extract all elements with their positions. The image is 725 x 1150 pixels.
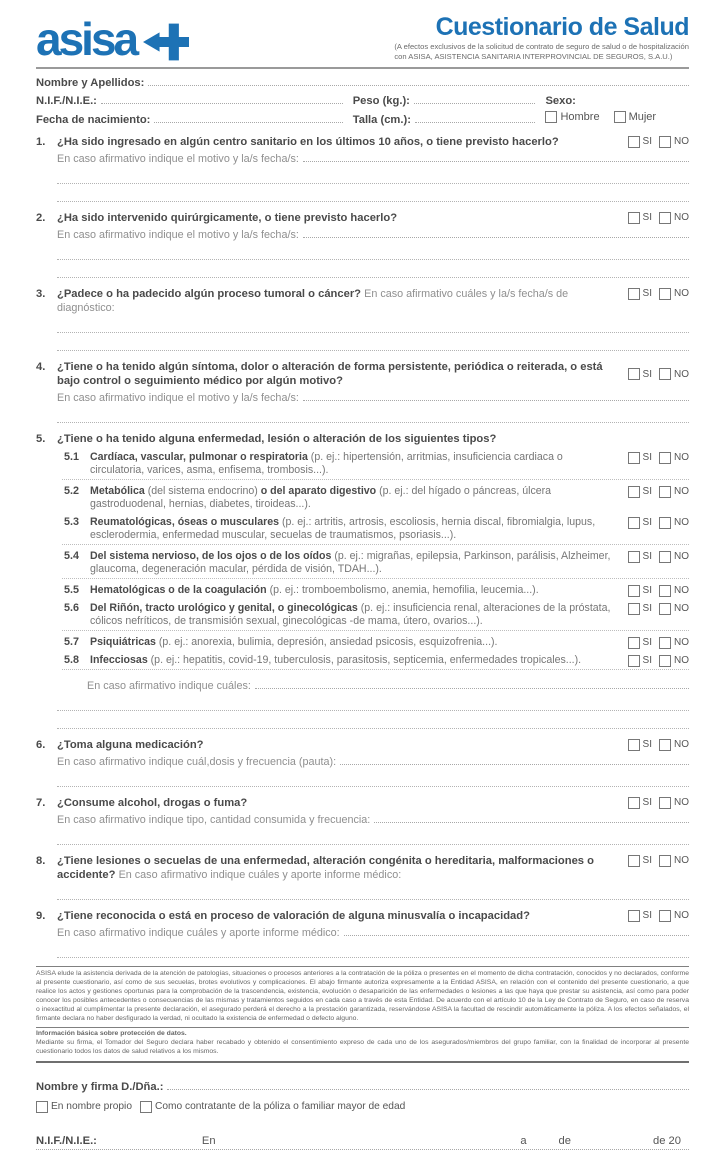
date-de-label: de [558,1134,571,1147]
no-label: NO [674,797,689,809]
si-label: SI [642,739,652,751]
signature-section [36,1079,689,1150]
answer-line[interactable] [62,477,689,480]
question-4-yesno [628,367,689,380]
question-1-number: 1. [36,135,46,148]
signature-date-line[interactable] [36,1135,689,1150]
si-checkbox[interactable] [628,212,640,224]
question-5-1-bold-text: Cardíaca, vascular, pulmonar o respiratoria [90,450,311,463]
question-5-5-bold-text: Hematológicas o de la coagulación [90,583,270,596]
no-checkbox[interactable] [659,603,671,615]
question-6 [36,738,689,787]
nif-label: N.I.F./N.I.E.: [36,94,97,107]
asisa-logo-text: asisa [36,12,137,65]
si-label: SI [642,368,652,380]
question-2-followup-label: En caso afirmativo indique el motivo y la/s fecha/s: [57,228,299,241]
si-checkbox[interactable] [628,136,640,148]
own-name-label: En nombre propio [51,1101,132,1113]
si-label: SI [642,637,652,649]
question-5-8-bold-text: Infecciosas [90,653,151,666]
legal-divider [36,1027,689,1028]
birthdate-label: Fecha de nacimiento: [36,113,151,126]
asisa-logo [36,12,189,65]
question-2-number: 2. [36,211,46,224]
question-3-number: 3. [36,287,46,300]
no-label: NO [674,603,689,615]
question-9-text: ¿Tiene reconocida o está en proceso de valoración de alguna minusvalía o incapacidad? [57,909,530,922]
question-5-3-number: 5.3 [64,515,80,528]
answer-line[interactable] [57,319,689,333]
answer-line[interactable] [57,170,689,184]
question-5-3 [64,516,689,542]
question-4 [36,360,689,423]
question-3 [36,287,689,351]
sex-female-option [614,111,657,123]
no-label: NO [674,517,689,529]
male-label: Hombre [560,110,600,123]
question-5-followup [36,676,689,729]
question-5-8-yesno [628,654,689,667]
question-5-7-yesno [628,636,689,649]
question-5-3-text [90,516,620,542]
question-5-2-text [90,485,620,511]
si-checkbox[interactable] [628,486,640,498]
question-5-8-number: 5.8 [64,653,80,666]
si-checkbox[interactable] [628,797,640,809]
question-5-8-detail-text: (p. ej.: hepatitis, covid-19, tuberculosis, parasitosis, septicemia, enfermedades tropicales...). [150,653,582,666]
no-label: NO [674,136,689,148]
si-checkbox[interactable] [628,855,640,867]
name-label: Nombre y Apellidos: [36,76,145,89]
date-de20-label: de 20 [653,1134,681,1147]
answer-line[interactable] [57,264,689,278]
question-9 [36,909,689,958]
si-label: SI [642,517,652,529]
question-5-8 [64,654,689,667]
answer-line[interactable] [57,944,689,958]
legal-section [36,966,689,1063]
question-9-yesno [628,909,689,922]
answer-line[interactable] [57,246,689,260]
question-8-inline-note: En caso afirmativo indique cuáles y aporte informe médico: [118,868,402,881]
female-label: Mujer [628,110,657,123]
signer-name-label: Nombre y firma D./Dña.: [36,1080,164,1093]
name-row [36,75,689,89]
date-a-label: a [520,1134,527,1147]
question-1 [36,135,689,202]
policy-contractor-checkbox[interactable] [140,1101,152,1113]
si-label: SI [642,288,652,300]
answer-line[interactable] [62,628,689,631]
subtitle-line-1: (A efectos exclusivos de la solicitud de contrato de seguro de salud o de hospitalización [394,42,689,52]
no-label: NO [674,739,689,751]
si-label: SI [642,452,652,464]
question-5-6-text [90,602,620,628]
question-5-6-bold-text: Del Riñón, tracto urológico y genital, o ginecológicas [90,601,361,614]
question-5-4-bold-text: Del sistema nervioso, de los ojos o de los oídos [90,549,335,562]
question-5-4 [64,550,689,576]
no-label: NO [674,855,689,867]
question-7-yesno [628,796,689,809]
si-checkbox[interactable] [628,910,640,922]
question-1-followup-label: En caso afirmativo indique el motivo y la/s fecha/s: [57,152,299,165]
question-5-1-detail-text: (p. ej.: hipertensión, arritmias, insuficiencia cardiaca o circulatoria, varices, asma, enfisema, trombosis...). [90,450,563,476]
si-checkbox[interactable] [628,288,640,300]
answer-line[interactable] [62,576,689,579]
question-5-2-bold-text: Metabólica [90,484,148,497]
si-label: SI [642,212,652,224]
question-5-5-number: 5.5 [64,583,80,596]
no-checkbox[interactable] [659,637,671,649]
question-5-6-detail-text: (p. ej.: insuficiencia renal, alteraciones de la próstata, cólicos nefríticos, de transmisión sexual, ginecológicas -de mama, útero, ovarios...). [90,601,611,627]
no-checkbox[interactable] [659,855,671,867]
question-5 [36,432,689,446]
question-8-yesno [628,854,689,867]
question-5-6-yesno [628,602,689,615]
question-5-1-number: 5.1 [64,450,80,463]
question-1-yesno [628,135,689,148]
question-7-text: ¿Consume alcohol, drogas o fuma? [57,796,248,809]
answer-line[interactable] [57,697,689,711]
question-3-text [57,287,620,315]
form-subtitle [394,42,689,62]
question-4-followup-label: En caso afirmativo indique el motivo y la/s fecha/s: [57,391,299,404]
question-3-inline-note: En caso afirmativo cuáles y la/s fecha/s de diagnóstico: [57,287,569,314]
answer-line[interactable] [57,188,689,202]
answer-line[interactable] [344,925,689,936]
female-checkbox[interactable] [614,111,626,123]
question-5-3-detail-text: (p. ej.: artritis, artrosis, escoliosis, hernia discal, fibromialgia, lupus, esclerodermia, enfermedad muscular, secuelas de traumatismos, psoriasis...). [90,515,596,541]
page-title: Cuestionario de Salud [435,13,689,41]
data-protection-title: Información básica sobre protección de datos. [36,1029,187,1037]
height-input-line[interactable] [415,112,535,123]
own-name-checkbox[interactable] [36,1101,48,1113]
no-checkbox[interactable] [659,551,671,563]
question-7-followup-label: En caso afirmativo indique tipo, cantidad consumida y frecuencia: [57,813,371,826]
sex-label: Sexo: [545,94,576,107]
no-checkbox[interactable] [659,517,671,529]
no-label: NO [674,452,689,464]
no-label: NO [674,486,689,498]
answer-line[interactable] [374,812,689,823]
no-label: NO [674,368,689,380]
question-5-7-text [90,636,620,649]
no-label: NO [674,551,689,563]
question-7 [36,796,689,845]
si-checkbox[interactable] [628,637,640,649]
no-label: NO [674,288,689,300]
question-8 [36,854,689,900]
question-5-1-yesno [628,451,689,464]
subtitle-line-2: con ASISA, ASISTENCIA SANITARIA INTERPROVINCIAL DE SEGUROS, S.A.U.) [394,52,673,62]
si-label: SI [642,855,652,867]
si-label: SI [642,603,652,615]
question-5-followup-spacer [36,676,57,729]
question-5-1-text [90,451,620,477]
si-label: SI [642,136,652,148]
answer-line[interactable] [57,773,689,787]
si-label: SI [642,797,652,809]
answer-line[interactable] [303,227,689,238]
si-label: SI [642,655,652,667]
no-label: NO [674,637,689,649]
question-1-text: ¿Ha sido ingresado en algún centro sanitario en los últimos 10 años, o tiene previsto hacerlo? [57,135,559,148]
si-label: SI [642,486,652,498]
answer-line[interactable] [303,390,689,401]
answer-line[interactable] [340,754,689,765]
personal-data-section [36,75,689,126]
birthdate-input-line[interactable] [154,112,342,123]
question-5-3-bold-text: Reumatológicas, óseas o musculares [90,515,282,528]
date-place-prefix: En [201,1134,216,1147]
title-block [394,14,689,62]
question-5-7 [64,636,689,649]
nif-input-line[interactable] [101,93,343,104]
question-5-2-number: 5.2 [64,484,80,497]
question-5-5-detail-text: (p. ej.: tromboembolismo, anemia, hemofilia, leucemia...). [269,583,539,596]
si-checkbox[interactable] [628,655,640,667]
no-checkbox[interactable] [659,910,671,922]
no-checkbox[interactable] [659,585,671,597]
question-6-followup-label: En caso afirmativo indique cuál,dosis y frecuencia (pauta): [57,755,337,768]
si-label: SI [642,551,652,563]
question-4-number: 4. [36,360,46,373]
legal-bottom-rule [36,1061,689,1063]
signature-nif-label: N.I.F./N.I.E.: [36,1134,97,1147]
no-checkbox[interactable] [659,136,671,148]
answer-line[interactable] [57,886,689,900]
question-8-text [57,854,620,882]
answer-line[interactable] [57,337,689,351]
no-checkbox[interactable] [659,212,671,224]
question-6-yesno [628,738,689,751]
si-checkbox[interactable] [628,739,640,751]
sex-male-option [545,111,599,123]
si-checkbox[interactable] [628,585,640,597]
question-8-number: 8. [36,854,46,867]
no-checkbox[interactable] [659,288,671,300]
no-label: NO [674,655,689,667]
question-5-6-number: 5.6 [64,601,80,614]
weight-input-line[interactable] [414,93,536,104]
question-5-2-mid-text: (del sistema endocrino) [147,484,261,497]
si-checkbox[interactable] [628,603,640,615]
height-label: Talla (cm.): [352,113,411,126]
answer-line[interactable] [62,667,689,670]
asisa-plus-icon [143,22,189,62]
question-5-7-number: 5.7 [64,635,80,648]
no-checkbox[interactable] [659,486,671,498]
header-divider [36,67,689,69]
nif-row [36,93,689,107]
question-9-followup-label: En caso afirmativo indique cuáles y aporte informe médico: [57,926,340,939]
question-5-2 [64,485,689,511]
question-8-bold-text: ¿Tiene lesiones o secuelas de una enfermedad, alteración congénita o hereditaria, malformaciones o accidente? [57,854,594,881]
question-5-7-bold-text: Psiquiátricas [90,635,159,648]
weight-label: Peso (kg.): [352,94,410,107]
no-checkbox[interactable] [659,368,671,380]
question-3-yesno [628,287,689,300]
data-protection-text: Mediante su firma, el Tomador del Seguro declara haber recabado y obtenido el consentimiento expreso de cada uno de los asegurados/miembros del grupo familiar, con la finalidad de incorporar al presente cuestionario todos los datos de salud relativos a los mismos. [36,1038,689,1055]
question-5-5-text [90,584,620,597]
question-6-text: ¿Toma alguna medicación? [57,738,204,751]
question-5-5 [64,584,689,597]
male-checkbox[interactable] [545,111,557,123]
si-checkbox[interactable] [628,551,640,563]
question-2 [36,211,689,278]
question-5-4-yesno [628,550,689,563]
question-7-number: 7. [36,796,46,809]
no-checkbox[interactable] [659,655,671,667]
birth-row [36,111,689,126]
policy-contractor-label: Como contratante de la póliza o familiar mayor de edad [154,1101,406,1113]
si-label: SI [642,585,652,597]
answer-line[interactable] [255,678,689,689]
question-2-text: ¿Ha sido intervenido quirúrgicamente, o tiene previsto hacerlo? [57,211,398,224]
si-checkbox[interactable] [628,452,640,464]
legal-disclaimer-text: ASISA elude la asistencia derivada de la atención de patologías, situaciones o procesos anteriores a la contratación de la póliza o presentes en el momento de dicha contratación, conocidos y no declarados, conforme al presente cuestionario, así como de sus secuelas, brotes evolutivos y complicaciones. El abajo firmante autoriza expresamente a la Entidad ASISA, en relación con el contenido del presente cuestionario, a que realice los actos y gestiones oportunas para la comprobación de la trascendencia, existencia, evolución o desaparición de las enfermedades o lesiones a las que haya que prestar su asistencia, así como para poder conocer los posibles antecedentes o consecuencias de las mismas y tratamientos seguidos en cada caso a través de esta Entidad. De acuerdo con el artículo 10 de la Ley de Contrato de Seguro, en caso de reserva o inexactitud al cumplimentar la presente declaración, el asegurado perderá el derecho a la prestación garantizada, reservándose ASISA la facultad de rescindir automáticamente la póliza. A los efectos señalados, el firmante declara no haber desfigurado la verdad, ni ocultado la existencia de enfermedad o defecto alguno. [36,969,689,1022]
no-label: NO [674,585,689,597]
question-5-7-detail-text: (p. ej.: anorexia, bulimia, depresión, ansiedad psicosis, esquizofrenia...). [158,635,498,648]
question-6-number: 6. [36,738,46,751]
question-5-6 [64,602,689,628]
si-label: SI [642,910,652,922]
question-5-text: ¿Tiene o ha tenido alguna enfermedad, lesión o alteración de los siguientes tipos? [57,432,497,445]
question-5-number: 5. [36,432,46,445]
no-label: NO [674,910,689,922]
question-9-number: 9. [36,909,46,922]
answer-line[interactable] [57,715,689,729]
name-input-line[interactable] [148,75,689,86]
answer-line[interactable] [62,542,689,545]
signer-name-input-line[interactable] [167,1079,689,1090]
question-5-4-detail-text: (p. ej.: migrañas, epilepsia, Parkinson, parálisis, Alzheimer, glaucoma, degeneración macular, pérdida de visión, TDAH...). [90,549,611,575]
si-checkbox[interactable] [628,368,640,380]
question-4-text: ¿Tiene o ha tenido algún síntoma, dolor o alteración de forma persistente, periódica o reiterada, o está bajo control o seguimiento médico por algún motivo? [57,360,603,387]
answer-line[interactable] [57,409,689,423]
question-5-4-number: 5.4 [64,549,80,562]
no-label: NO [674,212,689,224]
answer-line[interactable] [303,151,689,162]
question-5-followup-label: En caso afirmativo indique cuáles: [87,679,251,692]
no-checkbox[interactable] [659,797,671,809]
form-header [36,12,689,65]
question-2-yesno [628,211,689,224]
no-checkbox[interactable] [659,739,671,751]
question-3-bold-text: ¿Padece o ha padecido algún proceso tumoral o cáncer? [57,287,362,300]
question-5-1 [64,451,689,477]
no-checkbox[interactable] [659,452,671,464]
answer-line[interactable] [57,831,689,845]
question-5-2-bold-text-2: o del aparato digestivo [260,484,380,497]
question-5-8-text [90,654,620,667]
question-5-3-yesno [628,516,689,529]
si-checkbox[interactable] [628,517,640,529]
question-5-2-detail-text: (p. ej.: del hígado o páncreas, úlcera gastroduodenal, hernias, diabetes, tiroideas...). [90,484,552,510]
question-5-4-text [90,550,620,576]
question-5-2-yesno [628,485,689,498]
question-5-5-yesno [628,584,689,597]
